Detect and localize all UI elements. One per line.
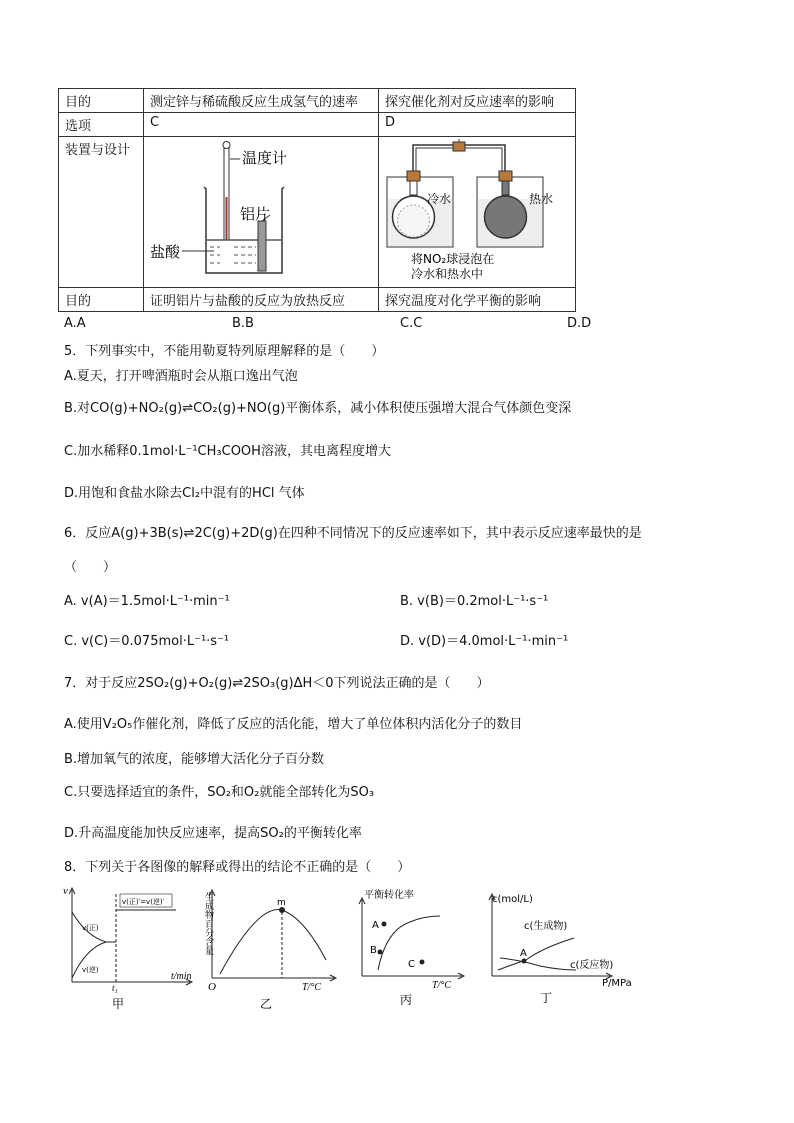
table-row xyxy=(59,288,576,312)
q4-option-a: A.A xyxy=(64,316,86,331)
q6-option-b: B. v(B)＝0.2mol·L⁻¹·s⁻¹ xyxy=(400,594,549,609)
cell-head: 目的 xyxy=(59,89,144,113)
q7-option-b: B.增加氧气的浓度，能够增大活化分子百分数 xyxy=(64,752,325,767)
acid-label: 盐酸 xyxy=(150,243,181,261)
q6-paren: （ ） xyxy=(64,560,117,575)
q6-stem: 6．反应A(g)+3B(s)⇌2C(g)+2D(g)在四种不同情况下的反应速率如下，其中表示反应速率最快的是 xyxy=(64,526,642,541)
cell-head: 装置与设计 xyxy=(59,137,144,288)
no2-flask-diagram xyxy=(379,137,575,283)
caption-line-2: 冷水和热水中 xyxy=(411,267,484,281)
bing-point-a xyxy=(382,922,387,927)
q5-option-c: C.加水稀释0.1mol·L⁻¹CH₃COOH溶液，其电离程度增大 xyxy=(64,444,391,459)
yi-point-label: m xyxy=(277,898,286,908)
q5-option-d: D.用饱和食盐水除去Cl₂中混有的HCl 气体 xyxy=(64,486,305,501)
cell-c: C xyxy=(144,113,379,137)
cell-d: 探究催化剂对反应速率的影响 xyxy=(379,89,576,113)
figure-yi xyxy=(198,886,340,1014)
jia-ylabel: v xyxy=(63,885,68,897)
cell-d: 探究温度对化学平衡的影响 xyxy=(379,288,576,312)
apparatus-c xyxy=(144,137,379,288)
cell-head: 选项 xyxy=(59,113,144,137)
ding-xlabel: P/MPa xyxy=(602,978,632,989)
table-row xyxy=(59,113,576,137)
jia-xlabel: t/min xyxy=(171,971,192,982)
ding-reactant-curve xyxy=(500,958,576,970)
experiment-table xyxy=(58,88,576,312)
q8-stem: 8．下列关于各图像的解释或得出的结论不正确的是（ ） xyxy=(64,860,411,875)
yi-curve xyxy=(220,910,326,974)
q7-option-c: C.只要选择适宜的条件，SO₂和O₂就能全部转化为SO₃ xyxy=(64,785,375,800)
cell-d: D xyxy=(379,113,576,137)
jia-box-label: v(正)′=v(逆)′ xyxy=(122,898,165,906)
q7-stem: 7．对于反应2SO₂(g)+O₂(g)⇌2SO₃(g)ΔH＜0下列说法正确的是（ ） xyxy=(64,676,490,691)
bing-ylabel: 平衡转化率 xyxy=(364,890,414,901)
aluminium-strip-icon xyxy=(258,221,266,271)
thermometer-label: 温度计 xyxy=(242,149,288,167)
q6-option-c: C. v(C)＝0.075mol·L⁻¹·s⁻¹ xyxy=(64,634,230,649)
ding-reactant-label: c(反应物) xyxy=(570,960,614,971)
ding-product-label: c(生成物) xyxy=(524,921,568,932)
ding-point-a xyxy=(522,959,527,964)
q4-option-b: B.B xyxy=(232,316,254,331)
aluminium-label: 铝片 xyxy=(240,205,271,223)
caption-line-1: 将NO₂球浸泡在 xyxy=(411,252,495,266)
figure-jia xyxy=(60,884,200,1014)
figure-bing xyxy=(350,886,480,1014)
hot-water-label: 热水 xyxy=(529,192,554,206)
jia-v-forward: v(正) xyxy=(82,924,99,932)
yi-ylabel: 生成物百分含量 xyxy=(203,892,213,955)
bing-xlabel: T/°C xyxy=(432,980,452,991)
apparatus-d xyxy=(379,137,576,288)
q7-option-d: D.升高温度能加快反应速率，提高SO₂的平衡转化率 xyxy=(64,826,362,841)
q4-option-d: D.D xyxy=(567,316,592,331)
yi-xlabel: T/°C xyxy=(302,982,322,993)
q5-stem: 5．下列事实中，不能用勒夏特列原理解释的是（ ） xyxy=(64,344,385,359)
figure-ding xyxy=(480,886,640,1012)
bing-c-label: C xyxy=(408,959,415,970)
q6-option-a: A. v(A)＝1.5mol·L⁻¹·min⁻¹ xyxy=(64,594,230,609)
q4-option-c: C.C xyxy=(400,316,423,331)
jia-caption: 甲 xyxy=(112,997,125,1011)
bing-point-c xyxy=(420,960,425,965)
q7-option-a: A.使用V₂O₅作催化剂，降低了反应的活化能，增大了单位体积内活化分子的数目 xyxy=(64,717,523,732)
bing-b-label: B xyxy=(370,945,377,956)
yi-origin: O xyxy=(208,981,216,993)
jia-v-reverse: v(逆) xyxy=(82,966,99,974)
cell-head: 目的 xyxy=(59,288,144,312)
ding-a-label: A xyxy=(520,948,527,959)
cell-c: 证明铝片与盐酸的反应为放热反应 xyxy=(144,288,379,312)
beaker-thermometer-diagram xyxy=(144,137,378,283)
ding-caption: 丁 xyxy=(540,991,553,1005)
q5-option-a: A.夏天，打开啤酒瓶时会从瓶口逸出气泡 xyxy=(64,369,298,384)
bing-a-label: A xyxy=(372,920,379,931)
jia-t1: t₁ xyxy=(112,983,118,993)
table-row xyxy=(59,89,576,113)
q6-option-d: D. v(D)＝4.0mol·L⁻¹·min⁻¹ xyxy=(400,634,569,649)
flask-hot-icon xyxy=(485,196,527,238)
yi-caption: 乙 xyxy=(260,997,273,1011)
ding-ylabel: c(mol/L) xyxy=(492,894,533,905)
bing-caption: 丙 xyxy=(400,993,413,1007)
table-row xyxy=(59,137,576,288)
cell-c: 测定锌与稀硫酸反应生成氢气的速率 xyxy=(144,89,379,113)
cold-water-label: 冷水 xyxy=(427,192,452,206)
bing-point-b xyxy=(378,950,383,955)
q5-option-b: B.对CO(g)+NO₂(g)⇌CO₂(g)+NO(g)平衡体系，减小体积使压强增大混合气体颜色变深 xyxy=(64,401,572,416)
